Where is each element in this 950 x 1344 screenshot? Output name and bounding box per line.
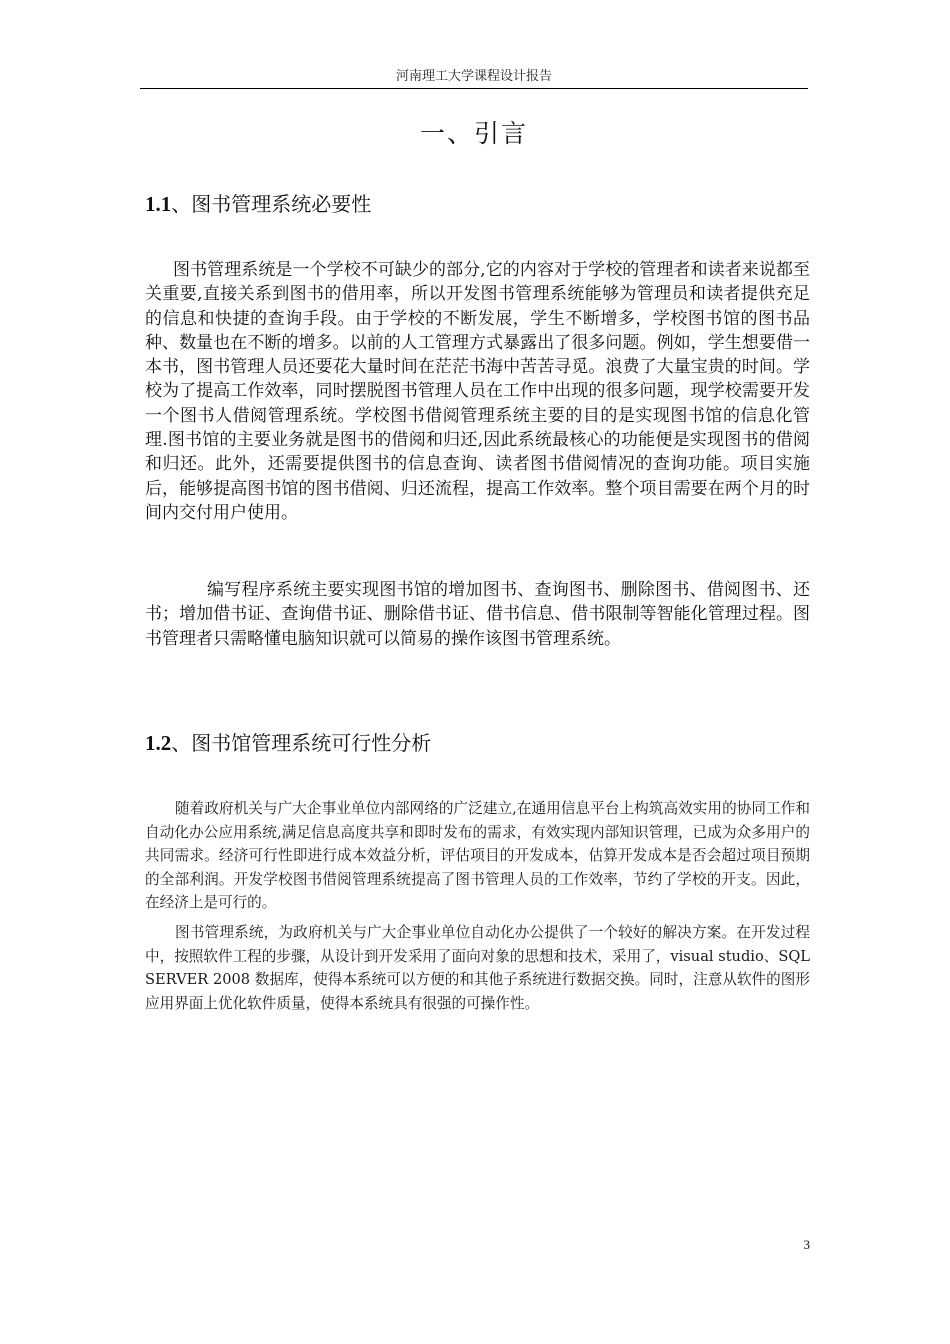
section-title: 、图书馆管理系统可行性分析 <box>171 731 432 755</box>
section-heading-1-1 <box>145 190 371 218</box>
section-heading-1-2 <box>145 729 431 757</box>
paragraph: 图书管理系统是一个学校不可缺少的部分,它的内容对于学校的管理者和读者来说都至关重要,直接关系到图书的借用率，所以开发图书管理系统能够为管理员和读者提供充足的信息和快捷的查询手段。由于学校的不断发展，学生不断增多，学校图书馆的图书品种、数量也在不断的增多。以前的人工管理方式暴露出了很多问题。例如，学生想要借一本书，图书管理人员还要花大量时间在茫茫书海中苦苦寻觅。浪费了大量宝贵的时间。学校为了提高工作效率，同时摆脱图书管理人员在工作中出现的很多问题，现学校需要开发一个图书人借阅管理系统。学校图书借阅管理系统主要的目的是实现图书馆的信息化管理.图书馆的主要业务就是图书的借阅和归还,因此系统最核心的功能便是实现图书的借阅和归还。此外，还需要提供图书的信息查询、读者图书借阅情况的查询功能。项目实施后，能够提高图书馆的图书借阅、归还流程，提高工作效率。整个项目需要在两个月的时间内交付用户使用。 <box>145 260 810 523</box>
chapter-title: 一、引言 <box>419 119 528 148</box>
paragraph: 编写程序系统主要实现图书馆的增加图书、查询图书、删除图书、借阅图书、还书；增加借书证、查询借书证、删除借书证、借书信息、借书限制等智能化管理过程。图书管理者只需略懂电脑知识就可以简易的操作该图书管理系统。 <box>145 580 810 649</box>
paragraph: 图书管理系统，为政府机关与广大企事业单位自动化办公提供了一个较好的解决方案。在开发过程中，按照软件工程的步骤，从设计到开发采用了面向对象的思想和技术，采用了，visual studio、SQL SERVER 2008 数据库，使得本系统可以方便的和其他子系统进行数据交换。同时，注意从软件的图形应用界面上优化软件质量，使得本系统具有很强的可操作性。 <box>145 924 810 1012</box>
paragraph: 随着政府机关与广大企事业单位内部网络的广泛建立,在通用信息平台上构筑高效实用的协同工作和自动化办公应用系统,满足信息高度共享和即时发布的需求，有效实现内部知识管理，已成为众多用户的共同需求。经济可行性即进行成本效益分析，评估项目的开发成本，估算开发成本是否会超过项目预期的全部利润。开发学校图书借阅管理系统提高了图书管理人员的工作效率，节约了学校的开支。因此，在经济上是可行的。 <box>145 800 810 911</box>
section-number: 1.1 <box>145 192 172 216</box>
header-rule <box>140 88 808 89</box>
section-title: 、图书管理系统必要性 <box>171 192 372 216</box>
page-number: 3 <box>803 1237 810 1252</box>
running-header: 河南理工大学课程设计报告 <box>395 69 552 84</box>
section-number: 1.2 <box>145 731 172 755</box>
